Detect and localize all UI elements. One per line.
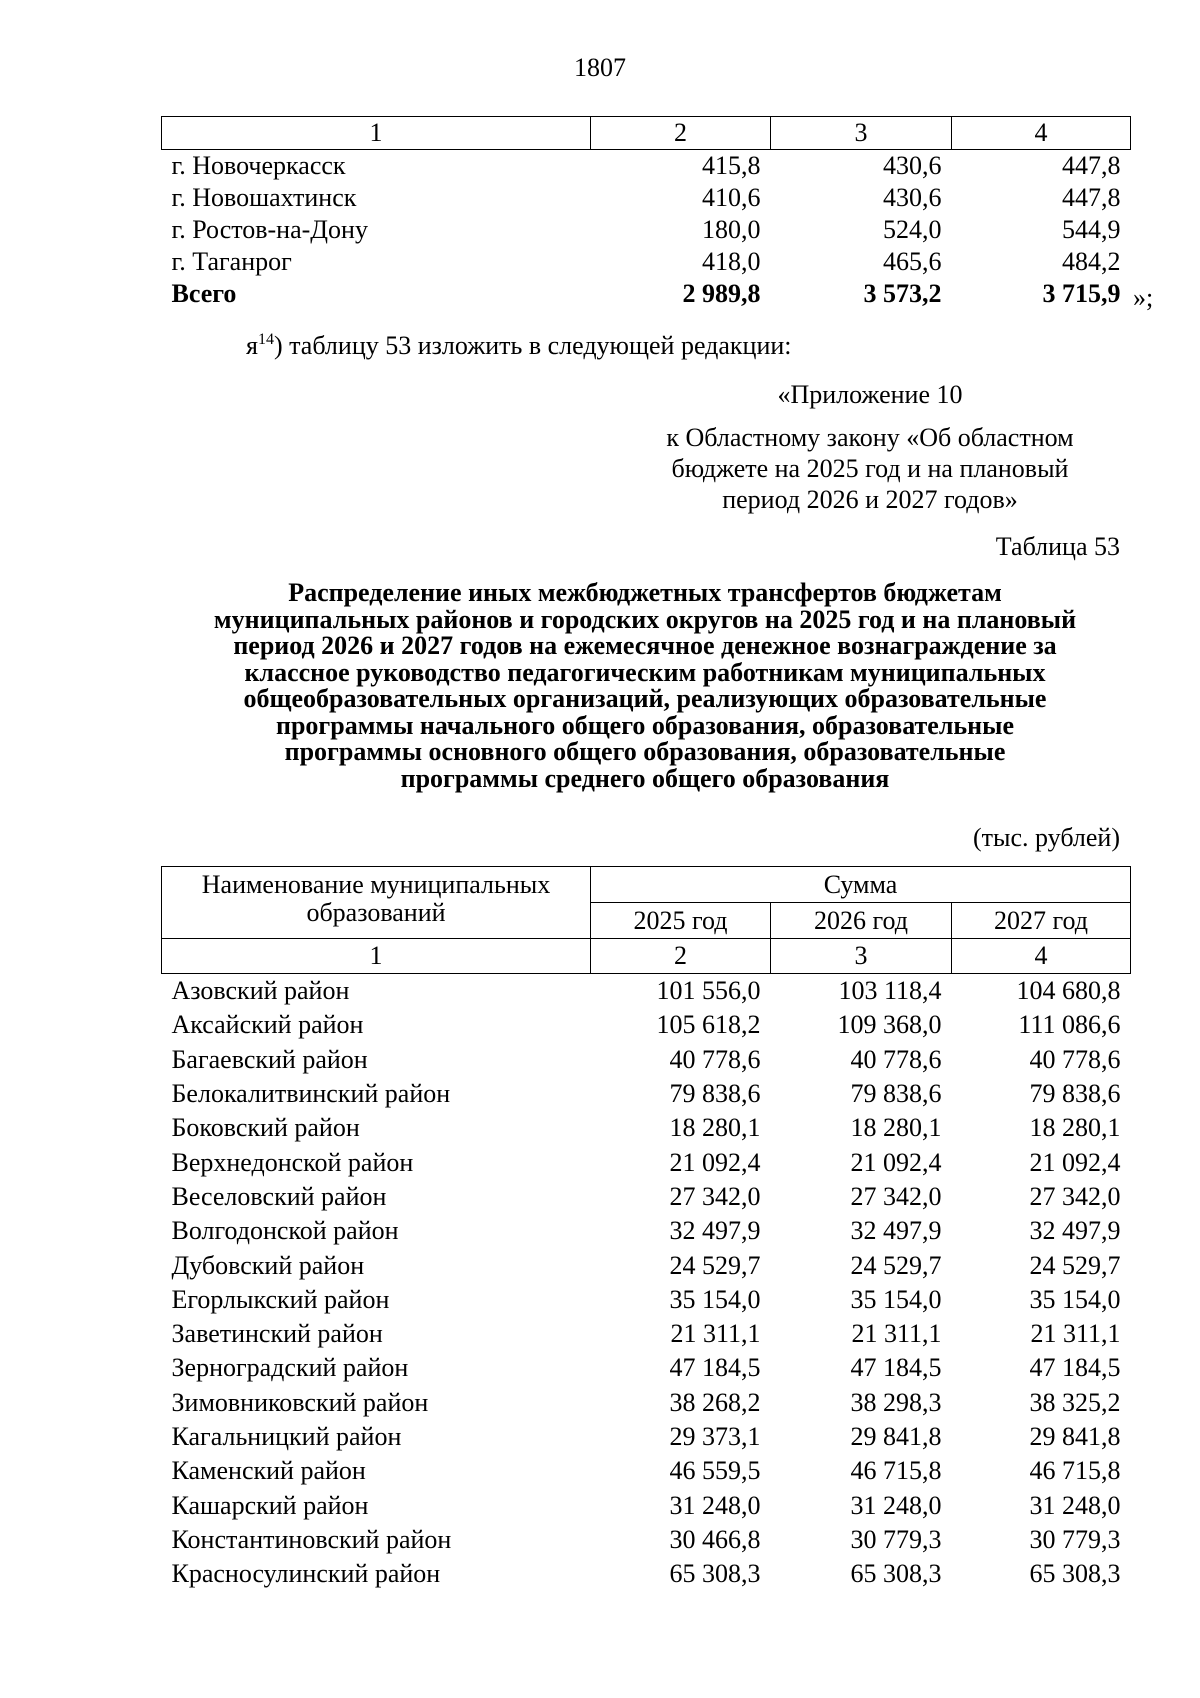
- amount-2027: 447,8: [1062, 151, 1121, 180]
- amount-2025: 79 838,6: [669, 1079, 761, 1109]
- table-row: [162, 1351, 1131, 1385]
- appendix-line: период 2026 и 2027 годов»: [722, 485, 1018, 514]
- heading-line: классное руководство педагогическим работникам муниципальных: [244, 657, 1046, 687]
- heading-line: программы начального общего образования, образовательные: [275, 710, 1014, 740]
- amount-2027: 40 778,6: [1029, 1044, 1121, 1074]
- amount-2026: 524,0: [883, 215, 942, 244]
- amount-2027: 21 092,4: [1029, 1147, 1121, 1177]
- amount-2025: 105 618,2: [656, 1010, 761, 1040]
- amount-2025: 180,0: [702, 215, 761, 244]
- amount-2026: 21 092,4: [850, 1147, 942, 1177]
- amount-2025: 410,6: [702, 183, 761, 212]
- header-line: образований: [306, 898, 446, 927]
- amount-2027: 32 497,9: [1029, 1216, 1121, 1246]
- amount-2026: 18 280,1: [850, 1113, 942, 1143]
- amount-2025: 418,0: [702, 247, 761, 276]
- header-row: [162, 867, 1131, 903]
- amount-2027: 31 248,0: [1029, 1490, 1121, 1520]
- amount-2026: 27 342,0: [850, 1181, 942, 1211]
- continuation-table: [161, 116, 1131, 310]
- amount-2026: 47 184,5: [850, 1353, 942, 1383]
- distribution-table: [161, 866, 1131, 1591]
- total-label: Всего: [171, 279, 237, 308]
- municipality-name: Волгодонской район: [171, 1216, 399, 1246]
- appendix-line: бюджете на 2025 год и на плановый: [671, 454, 1069, 483]
- table-row: [162, 214, 1131, 246]
- amount-2025: 21 311,1: [670, 1319, 761, 1349]
- amount-2026: 21 311,1: [851, 1319, 942, 1349]
- table-row: [162, 1111, 1131, 1145]
- total-2025: 2 989,8: [682, 279, 761, 308]
- table-row: [162, 246, 1131, 278]
- column-index: 2: [591, 939, 771, 974]
- amount-2027: 18 280,1: [1029, 1113, 1121, 1143]
- table-row: [162, 1145, 1131, 1179]
- column-index: 2: [591, 117, 771, 150]
- table-row: [162, 1454, 1131, 1488]
- heading-line: общеобразовательных организаций, реализующих образовательные: [243, 684, 1047, 713]
- amount-2026: 38 298,3: [850, 1387, 942, 1417]
- municipality-name: Егорлыкский район: [171, 1284, 390, 1314]
- amount-2026: 35 154,0: [850, 1284, 942, 1314]
- municipality-name: Зимовниковский район: [171, 1387, 429, 1417]
- units-note: (тыс. рублей): [972, 823, 1120, 852]
- year-2026-header: 2026 год: [771, 903, 952, 939]
- amendment-text: ) таблицу 53 изложить в следующей редакции:: [273, 331, 792, 360]
- heading-line: муниципальных районов и городских округов на 2025 год и на плановый: [213, 604, 1077, 634]
- amount-2025: 46 559,5: [669, 1456, 761, 1486]
- table-row: [162, 182, 1131, 214]
- amount-2026: 465,6: [883, 247, 942, 276]
- column-index: 4: [952, 939, 1131, 974]
- table-heading: [160, 580, 1130, 792]
- amount-2026: 29 841,8: [850, 1422, 942, 1451]
- table-row: [162, 1283, 1131, 1317]
- heading-line: Распределение иных межбюджетных трансфертов бюджетам: [288, 578, 1002, 607]
- total-row: [162, 278, 1131, 310]
- amount-2027: 104 680,8: [1016, 976, 1121, 1006]
- municipality-name: Аксайский район: [171, 1010, 364, 1040]
- amount-2027: 29 841,8: [1029, 1422, 1121, 1451]
- heading-line: период 2026 и 2027 годов на ежемесячное денежное вознаграждение за: [233, 631, 1057, 660]
- sum-column-header: Сумма: [591, 867, 1131, 903]
- amount-2026: 31 248,0: [850, 1490, 942, 1520]
- amount-2026: 109 368,0: [837, 1010, 942, 1040]
- amount-2026: 65 308,3: [850, 1559, 942, 1589]
- table-row: [162, 1214, 1131, 1248]
- amount-2025: 30 466,8: [669, 1524, 761, 1554]
- municipality-name: Азовский район: [171, 976, 350, 1006]
- amount-2027: 544,9: [1062, 215, 1121, 244]
- table-row: [162, 1248, 1131, 1282]
- table-row: [162, 1008, 1131, 1042]
- amount-2025: 31 248,0: [669, 1490, 761, 1520]
- column-index: 1: [162, 939, 591, 974]
- table-row: [162, 1077, 1131, 1111]
- municipality-name: Боковский район: [171, 1113, 360, 1143]
- amount-2026: 103 118,4: [838, 976, 942, 1006]
- amount-2027: 21 311,1: [1030, 1319, 1121, 1349]
- amount-2027: 111 086,6: [1018, 1010, 1121, 1040]
- amount-2027: 35 154,0: [1029, 1284, 1121, 1314]
- table-row: [162, 1420, 1131, 1454]
- municipality-name: Кашарский район: [171, 1490, 369, 1520]
- heading-line: программы основного общего образования, образовательные: [284, 737, 1006, 766]
- amount-2026: 40 778,6: [850, 1044, 942, 1074]
- amount-2026: 430,6: [883, 151, 942, 180]
- municipality-name: Белокалитвинский район: [171, 1079, 451, 1109]
- amount-2025: 27 342,0: [669, 1181, 761, 1211]
- municipality-name: Каменский район: [171, 1456, 366, 1486]
- amount-2025: 29 373,1: [669, 1422, 761, 1451]
- year-2027-header: 2027 год: [952, 903, 1131, 939]
- amount-2025: 18 280,1: [669, 1113, 761, 1143]
- table-row: [162, 1180, 1131, 1214]
- appendix-line: к Областному закону «Об областном: [666, 423, 1074, 452]
- total-2026: 3 573,2: [863, 279, 942, 308]
- amount-2027: 46 715,8: [1029, 1456, 1121, 1486]
- table-row: [162, 1043, 1131, 1077]
- amount-2027: 27 342,0: [1029, 1181, 1121, 1211]
- column-index: 4: [952, 117, 1131, 150]
- municipality-name: Зерноградский район: [171, 1353, 409, 1383]
- municipality-name: Кагальницкий район: [171, 1422, 402, 1451]
- amount-2025: 32 497,9: [669, 1216, 761, 1246]
- amount-2027: 47 184,5: [1029, 1353, 1121, 1383]
- amount-2025: 47 184,5: [669, 1353, 761, 1383]
- table-row: [162, 150, 1131, 183]
- amount-2027: 38 325,2: [1029, 1387, 1121, 1417]
- column-index-row: [162, 939, 1131, 974]
- amount-2025: 101 556,0: [656, 976, 761, 1006]
- municipality-name: г. Новошахтинск: [171, 183, 357, 212]
- amount-2026: 46 715,8: [850, 1456, 942, 1486]
- column-index: 3: [771, 939, 952, 974]
- municipality-name: Красносулинский район: [171, 1559, 441, 1589]
- total-2027: 3 715,9: [1042, 279, 1121, 308]
- municipality-name: г. Ростов-на-Дону: [171, 215, 368, 244]
- closing-quote: »;: [1133, 283, 1154, 312]
- amendment-letter: я: [246, 331, 258, 360]
- column-index: 1: [162, 117, 591, 150]
- table-row: [162, 1386, 1131, 1420]
- table-row: [162, 1557, 1131, 1591]
- amount-2026: 430,6: [883, 183, 942, 212]
- municipality-name: Верхнедонской район: [171, 1147, 414, 1177]
- amount-2025: 65 308,3: [669, 1559, 761, 1589]
- amount-2025: 415,8: [702, 151, 761, 180]
- table-body: [162, 974, 1131, 1592]
- column-index: 3: [771, 117, 952, 150]
- municipality-name: Заветинский район: [171, 1319, 383, 1349]
- amount-2027: 65 308,3: [1029, 1559, 1121, 1589]
- amendment-superscript: 14: [257, 331, 274, 348]
- appendix-title: «Приложение 10: [777, 380, 963, 409]
- amendment-instruction: [246, 331, 792, 361]
- table-number: Таблица 53: [995, 532, 1120, 561]
- amount-2026: 24 529,7: [850, 1250, 942, 1280]
- amount-2026: 32 497,9: [850, 1216, 942, 1246]
- year-2025-header: 2025 год: [591, 903, 771, 939]
- amount-2025: 40 778,6: [669, 1044, 761, 1074]
- column-index-row: [162, 117, 1131, 150]
- municipality-name: г. Таганрог: [171, 247, 292, 276]
- appendix-reference: [640, 422, 1100, 515]
- municipality-name: Константиновский район: [171, 1524, 452, 1554]
- municipality-name: Багаевский район: [171, 1044, 368, 1074]
- amount-2027: 447,8: [1062, 183, 1121, 212]
- municipality-name: г. Новочеркасск: [171, 151, 346, 180]
- table-row: [162, 1488, 1131, 1522]
- amount-2027: 484,2: [1062, 247, 1121, 276]
- amount-2027: 30 779,3: [1029, 1524, 1121, 1554]
- page-number: 1807: [574, 53, 626, 82]
- municipality-name: Веселовский район: [171, 1181, 387, 1211]
- heading-line: программы среднего общего образования: [400, 763, 890, 793]
- table-row: [162, 974, 1131, 1009]
- table-row: [162, 1317, 1131, 1351]
- amount-2026: 79 838,6: [850, 1079, 942, 1109]
- amount-2025: 21 092,4: [669, 1147, 761, 1177]
- amount-2025: 24 529,7: [669, 1250, 761, 1280]
- amount-2027: 79 838,6: [1029, 1079, 1121, 1109]
- table-row: [162, 1523, 1131, 1557]
- header-line: Наименование муниципальных: [201, 870, 551, 899]
- municipality-column-header: [162, 867, 591, 939]
- amount-2025: 38 268,2: [669, 1387, 761, 1417]
- amount-2027: 24 529,7: [1029, 1250, 1121, 1280]
- municipality-name: Дубовский район: [171, 1250, 365, 1280]
- amount-2025: 35 154,0: [669, 1284, 761, 1314]
- amount-2026: 30 779,3: [850, 1524, 942, 1554]
